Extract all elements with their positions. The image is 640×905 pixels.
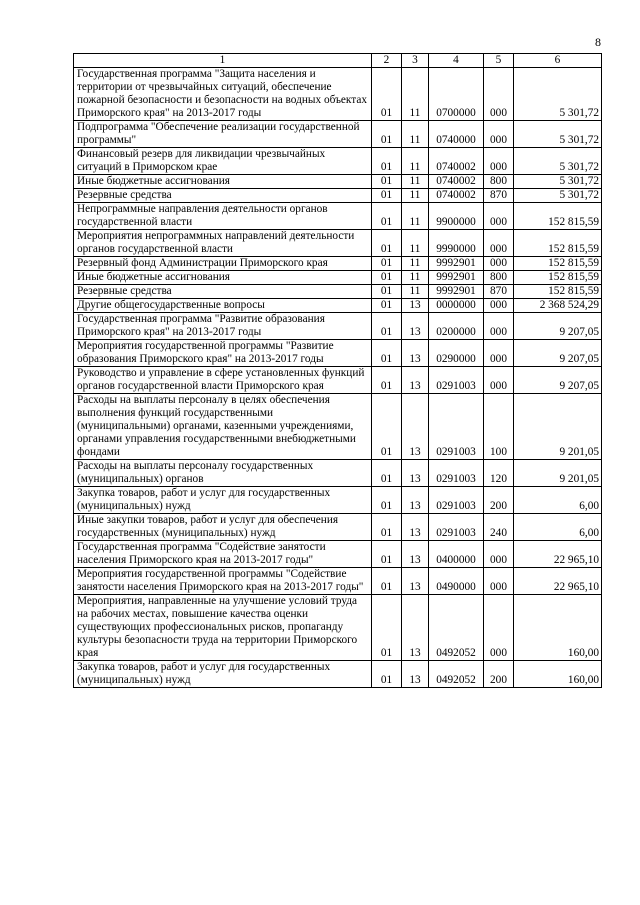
row-amount: 160,00 (514, 661, 602, 688)
row-amount: 6,00 (514, 514, 602, 541)
header-row (74, 54, 602, 68)
table-row (74, 340, 602, 367)
table-row (74, 148, 602, 175)
row-col-3: 13 (402, 661, 429, 688)
row-col-2: 01 (372, 175, 402, 189)
table-row (74, 257, 602, 271)
row-col-5: 000 (484, 203, 514, 230)
row-col-3: 13 (402, 541, 429, 568)
row-name: Иные закупки товаров, работ и услуг для обеспечения государственных (муниципальных) нужд (74, 514, 372, 541)
row-col-5: 200 (484, 487, 514, 514)
row-col-2: 01 (372, 203, 402, 230)
row-amount: 6,00 (514, 487, 602, 514)
row-col-4: 0291003 (429, 394, 484, 460)
row-col-4: 0291003 (429, 514, 484, 541)
row-col-3: 13 (402, 299, 429, 313)
row-col-5: 000 (484, 568, 514, 595)
table-row (74, 487, 602, 514)
table-row (74, 568, 602, 595)
row-col-3: 11 (402, 271, 429, 285)
row-col-5: 120 (484, 460, 514, 487)
row-amount: 5 301,72 (514, 121, 602, 148)
row-col-2: 01 (372, 271, 402, 285)
table-row (74, 285, 602, 299)
row-col-4: 0200000 (429, 313, 484, 340)
column-header-5: 5 (484, 54, 514, 68)
row-name: Подпрограмма "Обеспечение реализации государственной программы" (74, 121, 372, 148)
row-amount: 152 815,59 (514, 203, 602, 230)
table-row (74, 460, 602, 487)
row-name: Расходы на выплаты персоналу государственных (муниципальных) органов (74, 460, 372, 487)
row-col-4: 0290000 (429, 340, 484, 367)
row-col-2: 01 (372, 661, 402, 688)
row-col-4: 9992901 (429, 271, 484, 285)
table-row (74, 514, 602, 541)
row-col-3: 11 (402, 203, 429, 230)
row-col-2: 01 (372, 487, 402, 514)
row-amount: 2 368 524,29 (514, 299, 602, 313)
column-header-2: 2 (372, 54, 402, 68)
row-col-4: 0740002 (429, 148, 484, 175)
row-amount: 152 815,59 (514, 230, 602, 257)
row-col-2: 01 (372, 68, 402, 121)
table-row (74, 313, 602, 340)
row-amount: 152 815,59 (514, 257, 602, 271)
row-col-2: 01 (372, 257, 402, 271)
row-name: Резервные средства (74, 189, 372, 203)
row-col-3: 11 (402, 68, 429, 121)
row-amount: 9 207,05 (514, 340, 602, 367)
row-name: Мероприятия непрограммных направлений деятельности органов государственной власти (74, 230, 372, 257)
row-name: Государственная программа "Защита населения и территории от чрезвычайных ситуаций, обеспечение пожарной безопасности и безопасности на водных объектах Приморского края" на 2013-2017 годы (74, 68, 372, 121)
row-col-5: 100 (484, 394, 514, 460)
row-col-5: 000 (484, 230, 514, 257)
row-col-2: 01 (372, 541, 402, 568)
row-col-3: 11 (402, 230, 429, 257)
table-row (74, 175, 602, 189)
row-name: Мероприятия государственной программы "Развитие образования Приморского края" на 2013-2017 годы (74, 340, 372, 367)
row-col-4: 0000000 (429, 299, 484, 313)
row-col-4: 0490000 (429, 568, 484, 595)
row-col-5: 000 (484, 299, 514, 313)
row-name: Государственная программа "Развитие образования Приморского края" на 2013-2017 годы (74, 313, 372, 340)
table-row (74, 203, 602, 230)
row-col-4: 0291003 (429, 367, 484, 394)
row-col-5: 800 (484, 271, 514, 285)
row-amount: 5 301,72 (514, 148, 602, 175)
row-name: Руководство и управление в сфере установленных функций органов государственной власти Приморского края (74, 367, 372, 394)
row-name: Закупка товаров, работ и услуг для государственных (муниципальных) нужд (74, 487, 372, 514)
row-col-5: 000 (484, 148, 514, 175)
row-amount: 9 207,05 (514, 367, 602, 394)
row-col-2: 01 (372, 121, 402, 148)
table-row (74, 230, 602, 257)
row-col-5: 870 (484, 285, 514, 299)
row-amount: 9 201,05 (514, 460, 602, 487)
row-amount: 152 815,59 (514, 271, 602, 285)
row-name: Мероприятия, направленные на улучшение условий труда на рабочих местах, повышение качества оценки существующих профессиональных рисков, пропаганду культуры безопасности труда на территории Приморского края (74, 595, 372, 661)
row-col-2: 01 (372, 230, 402, 257)
row-name: Закупка товаров, работ и услуг для государственных (муниципальных) нужд (74, 661, 372, 688)
row-col-4: 0291003 (429, 460, 484, 487)
table-row (74, 595, 602, 661)
row-amount: 5 301,72 (514, 68, 602, 121)
row-col-3: 11 (402, 121, 429, 148)
row-col-5: 200 (484, 661, 514, 688)
row-col-5: 240 (484, 514, 514, 541)
page-number: 8 (595, 35, 601, 49)
row-col-3: 11 (402, 175, 429, 189)
column-header-3: 3 (402, 54, 429, 68)
row-col-3: 13 (402, 340, 429, 367)
row-col-5: 000 (484, 68, 514, 121)
column-header-6: 6 (514, 54, 602, 68)
row-name: Мероприятия государственной программы "Содействие занятости населения Приморского края на 2013-2017 годы" (74, 568, 372, 595)
row-col-3: 13 (402, 487, 429, 514)
row-col-4: 0400000 (429, 541, 484, 568)
table-row (74, 394, 602, 460)
row-amount: 5 301,72 (514, 189, 602, 203)
row-col-5: 870 (484, 189, 514, 203)
row-amount: 22 965,10 (514, 541, 602, 568)
row-col-3: 13 (402, 595, 429, 661)
row-col-3: 13 (402, 367, 429, 394)
row-col-2: 01 (372, 367, 402, 394)
row-col-4: 0291003 (429, 487, 484, 514)
row-col-4: 9990000 (429, 230, 484, 257)
row-col-5: 800 (484, 175, 514, 189)
row-col-2: 01 (372, 394, 402, 460)
row-col-4: 9992901 (429, 257, 484, 271)
row-amount: 5 301,72 (514, 175, 602, 189)
row-amount: 152 815,59 (514, 285, 602, 299)
row-col-2: 01 (372, 148, 402, 175)
row-col-2: 01 (372, 595, 402, 661)
row-col-3: 13 (402, 313, 429, 340)
row-col-3: 13 (402, 514, 429, 541)
row-col-5: 000 (484, 121, 514, 148)
table-row (74, 68, 602, 121)
row-col-4: 0492052 (429, 661, 484, 688)
row-col-3: 13 (402, 394, 429, 460)
row-amount: 22 965,10 (514, 568, 602, 595)
row-name: Финансовый резерв для ликвидации чрезвычайных ситуаций в Приморском крае (74, 148, 372, 175)
row-col-3: 11 (402, 189, 429, 203)
table-row (74, 661, 602, 688)
row-col-3: 11 (402, 148, 429, 175)
row-col-2: 01 (372, 340, 402, 367)
table-row (74, 189, 602, 203)
row-amount: 160,00 (514, 595, 602, 661)
table-row (74, 541, 602, 568)
row-name: Расходы на выплаты персоналу в целях обеспечения выполнения функций государственными (муниципальными) органами, казенными учреждениями, органами управления государственными внебюджетными фондами (74, 394, 372, 460)
row-col-2: 01 (372, 189, 402, 203)
row-name: Непрограммные направления деятельности органов государственной власти (74, 203, 372, 230)
row-col-4: 9900000 (429, 203, 484, 230)
row-col-4: 9992901 (429, 285, 484, 299)
row-col-3: 13 (402, 460, 429, 487)
table-row (74, 121, 602, 148)
table-row (74, 299, 602, 313)
row-col-2: 01 (372, 313, 402, 340)
table-row (74, 367, 602, 394)
row-col-3: 11 (402, 257, 429, 271)
row-name: Иные бюджетные ассигнования (74, 271, 372, 285)
row-col-3: 13 (402, 568, 429, 595)
row-amount: 9 207,05 (514, 313, 602, 340)
row-name: Резервный фонд Администрации Приморского края (74, 257, 372, 271)
row-col-4: 0700000 (429, 68, 484, 121)
table-row (74, 271, 602, 285)
row-amount: 9 201,05 (514, 394, 602, 460)
row-col-2: 01 (372, 568, 402, 595)
row-col-2: 01 (372, 514, 402, 541)
row-name: Другие общегосударственные вопросы (74, 299, 372, 313)
row-col-4: 0740002 (429, 189, 484, 203)
column-header-1: 1 (74, 54, 372, 68)
budget-table (73, 53, 602, 688)
row-col-5: 000 (484, 595, 514, 661)
row-col-4: 0492052 (429, 595, 484, 661)
row-col-5: 000 (484, 340, 514, 367)
row-col-3: 11 (402, 285, 429, 299)
table-body (74, 68, 602, 688)
row-name: Государственная программа "Содействие занятости населения Приморского края на 2013-2017 годы" (74, 541, 372, 568)
row-col-4: 0740002 (429, 175, 484, 189)
row-col-2: 01 (372, 460, 402, 487)
row-name: Резервные средства (74, 285, 372, 299)
row-col-5: 000 (484, 541, 514, 568)
column-header-4: 4 (429, 54, 484, 68)
row-col-2: 01 (372, 285, 402, 299)
row-col-5: 000 (484, 313, 514, 340)
row-name: Иные бюджетные ассигнования (74, 175, 372, 189)
row-col-5: 000 (484, 367, 514, 394)
row-col-2: 01 (372, 299, 402, 313)
row-col-5: 000 (484, 257, 514, 271)
row-col-4: 0740000 (429, 121, 484, 148)
